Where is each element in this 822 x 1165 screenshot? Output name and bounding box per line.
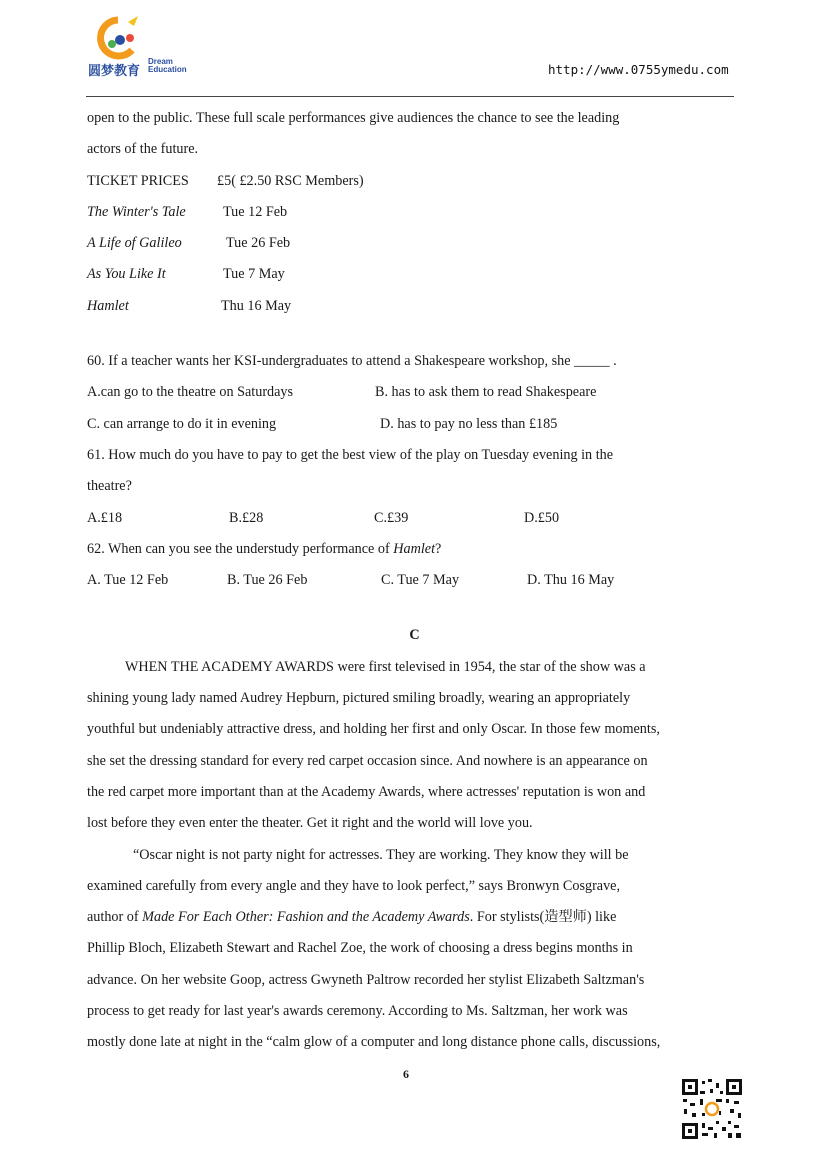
document-body — [87, 103, 742, 1059]
qr-code-icon — [680, 1077, 744, 1141]
show-title: The Winter's Tale — [87, 203, 186, 220]
show-date: Tue 7 May — [223, 266, 285, 283]
show-title: Hamlet — [87, 297, 129, 314]
header-divider — [86, 96, 734, 97]
question-60: 60. If a teacher wants her KSI-undergraduates to attend a Shakespeare workshop, she _____ . — [87, 353, 617, 370]
option-b: B. Tue 26 Feb — [227, 572, 308, 589]
paragraph-line: youthful but undeniably attractive dress, and holding her first and only Oscar. In those few moments, — [87, 721, 660, 738]
question-60-options-row1 — [87, 377, 742, 408]
section-title: C — [409, 627, 420, 644]
show-date: Tue 12 Feb — [223, 203, 288, 220]
ticket-prices-label: TICKET PRICES — [87, 172, 189, 189]
option-b: B. has to ask them to read Shakespeare — [375, 384, 597, 401]
logo-emblem-icon — [88, 14, 148, 60]
paragraph-line: Phillip Bloch, Elizabeth Stewart and Rachel Zoe, the work of choosing a dress begins months in — [87, 940, 633, 957]
option-a: A.£18 — [87, 509, 123, 526]
book-title: Made For Each Other: Fashion and the Academy Awards — [142, 909, 470, 926]
page-number: 6 — [403, 1067, 409, 1081]
paragraph-line: “Oscar night is not party night for actresses. They are working. They know they will be — [133, 846, 629, 863]
option-d: D. has to pay no less than £185 — [380, 415, 558, 432]
option-b: B.£28 — [229, 509, 264, 526]
logo — [88, 14, 198, 80]
option-c: C. Tue 7 May — [381, 572, 460, 589]
text-line: open to the public. These full scale performances give audiences the chance to see the leading — [87, 110, 620, 126]
show-row — [87, 228, 742, 259]
logo-chinese-name: 圆梦教育 — [88, 64, 141, 79]
option-c: C.£39 — [374, 509, 409, 526]
ticket-prices-value: £5( £2.50 RSC Members) — [217, 172, 364, 189]
question-62-options — [87, 565, 742, 596]
paragraph-line: WHEN THE ACADEMY AWARDS were first televised in 1954, the star of the show was a — [125, 658, 646, 675]
show-title: A Life of Galileo — [87, 235, 182, 252]
show-row — [87, 197, 742, 228]
paragraph-line: the red carpet more important than at the Academy Awards, where actresses' reputation is won and — [87, 783, 646, 800]
ticket-prices-line — [87, 166, 742, 197]
paragraph-line: mostly done late at night in the “calm glow of a computer and long distance phone calls, discussions, — [87, 1034, 661, 1051]
question-61: 61. How much do you have to pay to get the best view of the play on Tuesday evening in the — [87, 446, 614, 463]
option-d: D.£50 — [524, 509, 560, 526]
option-d: D. Thu 16 May — [527, 572, 615, 589]
question-61-options — [87, 503, 742, 534]
show-date: Tue 26 Feb — [226, 235, 291, 252]
option-c: C. can arrange to do it in evening — [87, 415, 277, 432]
question-62: 62. When can you see the understudy performance of Hamlet? — [87, 540, 442, 557]
paragraph-line: examined carefully from every angle and they have to look perfect,” says Bronwyn Cosgrave, — [87, 877, 621, 894]
show-title: As You Like It — [87, 266, 166, 283]
show-row — [87, 259, 742, 290]
show-row — [87, 291, 742, 322]
paragraph-line: she set the dressing standard for every red carpet occasion since. And nowhere is an appearance on — [87, 752, 648, 769]
hamlet-title: Hamlet — [393, 540, 436, 557]
show-date: Thu 16 May — [221, 297, 292, 314]
logo-english-name: Dream Education — [148, 57, 187, 74]
paragraph-line: author of Made For Each Other: Fashion and the Academy Awards. For stylists(造型师) like — [87, 909, 617, 926]
paragraph-line: advance. On her website Goop, actress Gwyneth Paltrow recorded her stylist Elizabeth Saltzman's — [87, 971, 645, 988]
option-a: A. Tue 12 Feb — [87, 572, 169, 589]
question-60-options-row2 — [87, 409, 742, 440]
paragraph-line: process to get ready for last year's awards ceremony. According to Ms. Saltzman, her work was — [87, 1003, 628, 1020]
question-61-continued: theatre? — [87, 478, 132, 495]
site-url: http://www.0755ymedu.com — [548, 62, 729, 77]
paragraph-line: shining young lady named Audrey Hepburn, pictured smiling broadly, wearing an appropriately — [87, 690, 631, 707]
paragraph-line: lost before they even enter the theater. Get it right and the world will love you. — [87, 815, 533, 832]
text-line: actors of the future. — [87, 141, 199, 158]
option-a: A.can go to the theatre on Saturdays — [87, 384, 294, 401]
